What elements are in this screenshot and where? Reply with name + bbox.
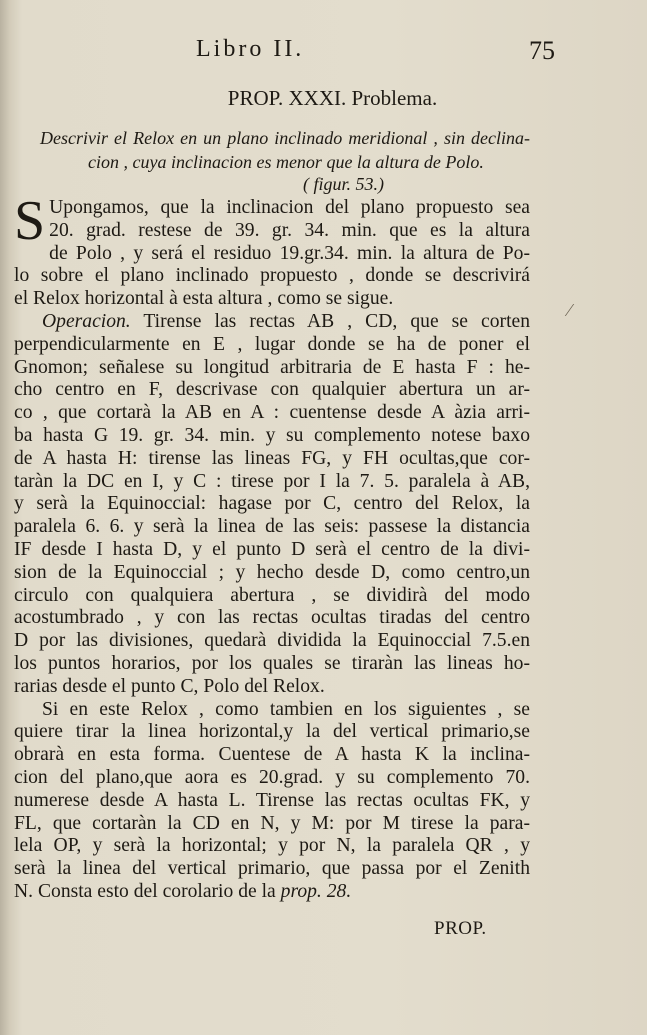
statement-line-2: cion , cuya inclinacion es menor que la altura de Polo. [88, 152, 484, 172]
text-line: 20. grad. restese de 39. gr. 34. min. que es la altura [49, 219, 530, 241]
text-line: FL, que cortaràn la CD en N, y M: por M tirese la para- [14, 812, 530, 834]
figure-reference: ( figur. 53.) [303, 174, 384, 194]
text-line: co , que cortarà la AB en A : cuentense desde A àzia arri- [14, 402, 530, 424]
page-number: 75 [529, 36, 555, 65]
text-line: los puntos horarios, por los quales se tiraràn las lineas ho- [14, 652, 530, 674]
text-line: rarias desde el punto C, Polo del Relox. [14, 675, 325, 697]
text-line: cion del plano,que aora es 20.grad. y su complemento 70. [14, 766, 530, 788]
text-line: serà la linea del vertical primario, que passa por el Zenith [14, 858, 530, 880]
text-line: y serà la Equinoccial: hagase por C, centro del Relox, la [14, 493, 530, 515]
operation-label: Operacion. [42, 310, 131, 332]
last-line-text: N. Consta esto del corolario de la [14, 880, 276, 902]
text-line: IF desde I hasta D, y el punto D serà el centro de la divi- [14, 538, 530, 560]
text-line: ba hasta G 19. gr. 34. min. y su complemento notese baxo [14, 424, 530, 446]
drop-cap: S [14, 190, 46, 252]
paragraph-2 [14, 311, 530, 699]
body-text [14, 190, 531, 904]
text-line: taràn la DC en I, y C : tirese por I la 7. 5. paralela à AB, [14, 470, 530, 492]
text-line: quiere tirar la linea horizontal,y la del vertical primario,se [14, 721, 530, 743]
problem-statement [40, 126, 530, 174]
text-line: perpendicularmente en E , lugar donde se ha de poner el [14, 333, 530, 355]
statement-line-1: Descrivir el Relox en un plano inclinado meridional , sin declina- [40, 128, 530, 148]
text-line: Upongamos, que la inclinacion del plano propuesto sea [49, 197, 530, 218]
text-line: D por las divisiones, quedarà dividida la Equinoccial 7.5.en [14, 630, 530, 652]
text-line: obrarà en esta forma. Cuentese de A hasta K la inclina- [14, 744, 530, 766]
paragraph-1 [14, 190, 530, 311]
text-line: Si en este Relox , como tambien en los siguientes , se [42, 698, 530, 720]
operation-first-line: Tirense las rectas AB , CD, que se corten [143, 310, 531, 332]
text-line: cho centro en F, descrivase con qualquier abertura un ar- [14, 379, 530, 401]
text-line: el Relox horizontal à esta altura , como se sigue. [14, 288, 394, 310]
text-line: paralela 6. 6. y serà la linea de las seis: passese la distancia [14, 516, 530, 538]
catchword: PROP. [434, 918, 487, 939]
text-line: acostumbrado , y con las rectas ocultas tiradas del centro [14, 607, 530, 629]
text-line [14, 311, 530, 334]
text-line: lo sobre el plano inclinado propuesto , donde se descrivirá [14, 265, 530, 287]
text-line: circulo con qualquiera abertura , se dividirà del modo [14, 584, 530, 606]
text-line: de Polo , y será el residuo 19.gr.34. min. la altura de Po- [49, 242, 530, 264]
text-line: sion de la Equinoccial ; y hecho desde D, como centro,un [14, 561, 530, 583]
paragraph-3 [14, 699, 530, 904]
text-line [14, 881, 530, 904]
proposition-reference: prop. 28. [280, 880, 352, 902]
text-line: numerese desde A hasta L. Tirense las rectas ocultas FK, y [14, 789, 530, 811]
margin-mark: ⁄ [568, 300, 572, 320]
text-line: Gnomon; señalese su longitud arbitraria de E hasta F : he- [14, 356, 530, 378]
proposition-title: PROP. XXXI. Problema. [227, 86, 438, 110]
page-header [0, 36, 647, 70]
running-title: Libro II. [196, 36, 305, 62]
text-line: lela OP, y serà la horizontal; y por N, la paralela QR , y [14, 835, 530, 857]
text-line: de A hasta H: tirense las lineas FG, y FH ocultas,que cor- [14, 447, 530, 469]
